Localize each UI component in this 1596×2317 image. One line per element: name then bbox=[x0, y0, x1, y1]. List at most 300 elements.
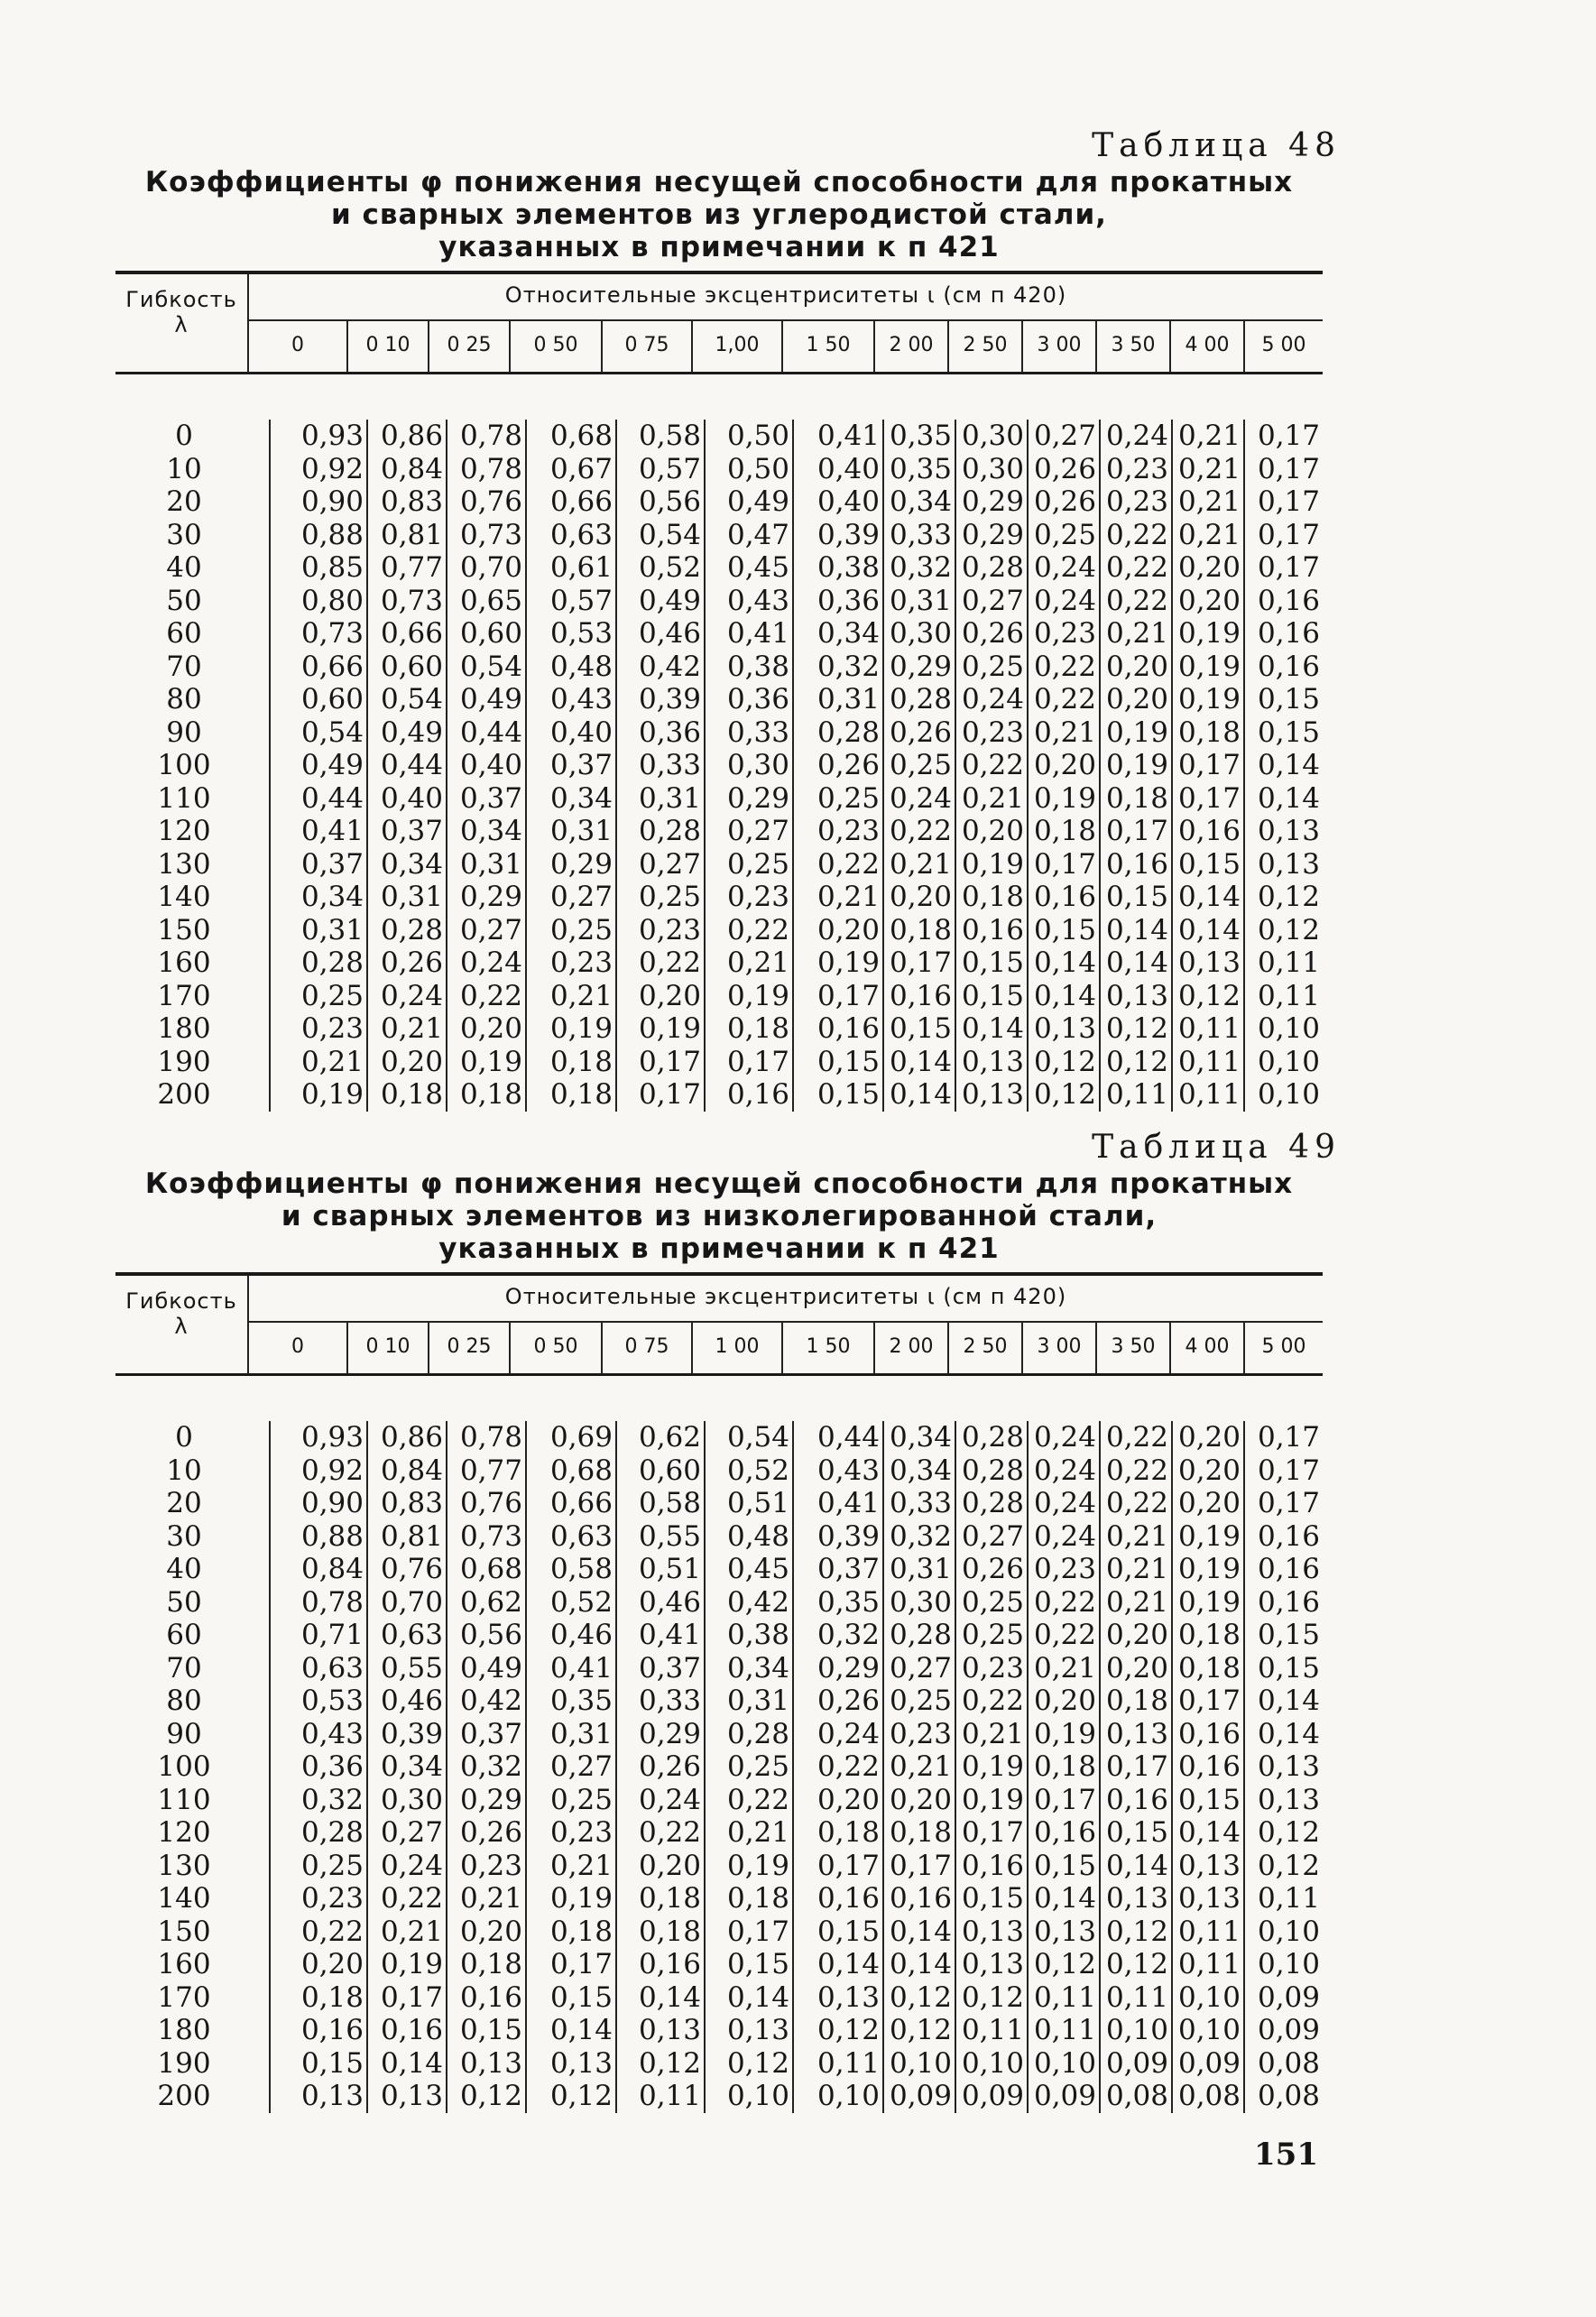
eccentricity-column-header: 0 25 bbox=[429, 321, 511, 372]
coefficient-cell: 0,22 bbox=[300, 1915, 364, 1948]
coefficient-cell: 0,25 bbox=[300, 979, 364, 1012]
coefficient-cell: 0,39 bbox=[380, 1717, 443, 1750]
coefficient-cell: 0,08 bbox=[1257, 2080, 1320, 2112]
coefficient-cell: 0,18 bbox=[889, 1816, 952, 1849]
coefficient-cell: 0,20 bbox=[1105, 1651, 1168, 1685]
coefficient-column bbox=[884, 1421, 956, 2113]
coefficient-cell: 0,13 bbox=[726, 2014, 789, 2046]
coefficient-cell: 0,20 bbox=[1033, 1685, 1096, 1717]
coefficient-cell: 0,15 bbox=[1257, 1651, 1320, 1685]
slenderness-value: 90 bbox=[166, 715, 202, 749]
coefficient-cell: 0,21 bbox=[726, 1816, 789, 1849]
coefficient-cell: 0,86 bbox=[380, 1421, 443, 1454]
coefficient-cell: 0,20 bbox=[380, 1045, 443, 1078]
coefficient-cell: 0,39 bbox=[638, 683, 701, 715]
coefficient-cell: 0,53 bbox=[300, 1685, 364, 1717]
table-header bbox=[115, 1276, 1323, 1376]
coefficient-cell: 0,25 bbox=[300, 1849, 364, 1882]
coefficient-cell: 0,22 bbox=[1033, 1619, 1096, 1651]
coefficient-cell: 0,26 bbox=[889, 715, 952, 749]
coefficient-cell: 0,19 bbox=[1177, 1585, 1241, 1619]
coefficient-cell: 0,49 bbox=[459, 1651, 522, 1685]
coefficient-cell: 0,63 bbox=[549, 1519, 613, 1553]
coefficient-cell: 0,78 bbox=[459, 452, 522, 485]
coefficient-cell: 0,13 bbox=[961, 1948, 1024, 1980]
eccentricity-column-header: 5 00 bbox=[1261, 1335, 1306, 1358]
coefficient-cell: 0,37 bbox=[459, 781, 522, 815]
coefficient-cell: 0,34 bbox=[459, 815, 522, 847]
table-number: Таблица 49 bbox=[1092, 1129, 1341, 1166]
table-number: Таблица 48 bbox=[1092, 127, 1341, 164]
coefficient-cell: 0,15 bbox=[300, 2046, 364, 2080]
coefficient-cell: 0,46 bbox=[380, 1685, 443, 1717]
coefficient-cell: 0,33 bbox=[889, 518, 952, 551]
coefficient-cell: 0,67 bbox=[549, 452, 613, 485]
coefficient-cell: 0,21 bbox=[549, 979, 613, 1012]
coefficient-cell: 0,13 bbox=[638, 2014, 701, 2046]
eccentricity-column-header: 0 50 bbox=[511, 1323, 603, 1373]
coefficient-column bbox=[956, 420, 1029, 1112]
coefficient-cell: 0,42 bbox=[726, 1585, 789, 1619]
coefficient-cell: 0,15 bbox=[549, 1980, 613, 2014]
coefficient-cell: 0,20 bbox=[300, 1948, 364, 1980]
coefficient-cell: 0,27 bbox=[1033, 420, 1096, 452]
coefficient-cell: 0,70 bbox=[459, 551, 522, 584]
coefficient-cell: 0,44 bbox=[816, 1421, 880, 1454]
slenderness-value: 40 bbox=[166, 1553, 202, 1585]
coefficient-cell: 0,12 bbox=[1033, 1948, 1096, 1980]
coefficient-cell: 0,49 bbox=[638, 584, 701, 617]
coefficient-cell: 0,14 bbox=[889, 1078, 952, 1111]
coefficient-cell: 0,09 bbox=[1177, 2046, 1241, 2080]
eccentricity-column-header: 1 50 bbox=[783, 1323, 875, 1373]
coefficient-cell: 0,37 bbox=[638, 1651, 701, 1685]
coefficient-cell: 0,24 bbox=[1033, 551, 1096, 584]
coefficient-cell: 0,21 bbox=[1177, 485, 1241, 518]
coefficient-cell: 0,63 bbox=[300, 1651, 364, 1685]
coefficient-cell: 0,18 bbox=[1033, 815, 1096, 847]
coefficient-cell: 0,58 bbox=[638, 420, 701, 452]
coefficient-cell: 0,11 bbox=[1033, 2014, 1096, 2046]
eccentricity-header bbox=[249, 274, 1323, 372]
coefficient-cell: 0,15 bbox=[1033, 1849, 1096, 1882]
coefficient-cell: 0,78 bbox=[459, 1421, 522, 1454]
slenderness-value: 200 bbox=[157, 2080, 211, 2112]
coefficient-cell: 0,73 bbox=[380, 584, 443, 617]
coefficient-cell: 0,23 bbox=[961, 1651, 1024, 1685]
coefficient-cell: 0,29 bbox=[459, 1783, 522, 1816]
coefficient-cell: 0,17 bbox=[889, 946, 952, 979]
coefficient-cell: 0,21 bbox=[1105, 1585, 1168, 1619]
coefficient-cell: 0,34 bbox=[889, 1421, 952, 1454]
slenderness-value: 140 bbox=[157, 881, 211, 913]
coefficient-cell: 0,58 bbox=[638, 1487, 701, 1519]
table-title-line: и сварных элементов из низколегированной стали, bbox=[281, 1200, 1158, 1232]
coefficient-cell: 0,44 bbox=[459, 715, 522, 749]
coefficient-cell: 0,25 bbox=[549, 1783, 613, 1816]
coefficient-cell: 0,14 bbox=[1257, 749, 1320, 781]
coefficient-cell: 0,30 bbox=[961, 452, 1024, 485]
coefficient-cell: 0,22 bbox=[961, 1685, 1024, 1717]
coefficient-cell: 0,28 bbox=[638, 815, 701, 847]
coefficient-cell: 0,18 bbox=[549, 1045, 613, 1078]
coefficient-cell: 0,11 bbox=[961, 2014, 1024, 2046]
coefficient-cell: 0,17 bbox=[889, 1849, 952, 1882]
slenderness-value: 70 bbox=[166, 1651, 202, 1685]
slenderness-column bbox=[115, 420, 271, 1112]
coefficient-cell: 0,52 bbox=[726, 1454, 789, 1487]
coefficient-cell: 0,12 bbox=[1257, 1849, 1320, 1882]
coefficient-cell: 0,41 bbox=[549, 1651, 613, 1685]
coefficient-cell: 0,84 bbox=[300, 1553, 364, 1585]
coefficient-cell: 0,14 bbox=[889, 1915, 952, 1948]
coefficient-cell: 0,34 bbox=[889, 485, 952, 518]
coefficient-cell: 0,29 bbox=[961, 518, 1024, 551]
coefficient-cell: 0,23 bbox=[638, 913, 701, 946]
coefficient-cell: 0,26 bbox=[1033, 452, 1096, 485]
coefficient-cell: 0,10 bbox=[1257, 1078, 1320, 1111]
coefficient-cell: 0,19 bbox=[1177, 683, 1241, 715]
coefficient-cell: 0,12 bbox=[1105, 1012, 1168, 1045]
eccentricity-column-header: 5 00 bbox=[1261, 334, 1306, 356]
coefficient-cell: 0,90 bbox=[300, 1487, 364, 1519]
coefficient-cell: 0,14 bbox=[380, 2046, 443, 2080]
coefficient-cell: 0,14 bbox=[1177, 1816, 1241, 1849]
coefficient-cell: 0,21 bbox=[300, 1045, 364, 1078]
coefficient-cell: 0,17 bbox=[1257, 551, 1320, 584]
coefficient-cell: 0,26 bbox=[380, 946, 443, 979]
coefficient-cell: 0,93 bbox=[300, 1421, 364, 1454]
eccentricity-column-header: 0 50 bbox=[511, 321, 603, 372]
slenderness-value: 140 bbox=[157, 1882, 211, 1915]
slenderness-value: 10 bbox=[166, 452, 202, 485]
coefficient-cell: 0,11 bbox=[1105, 1078, 1168, 1111]
slenderness-value: 30 bbox=[166, 1519, 202, 1553]
coefficient-cell: 0,09 bbox=[1257, 1980, 1320, 2014]
coefficient-cell: 0,30 bbox=[380, 1783, 443, 1816]
coefficient-cell: 0,54 bbox=[726, 1421, 789, 1454]
coefficient-cell: 0,22 bbox=[1033, 650, 1096, 683]
coefficient-cell: 0,16 bbox=[961, 1849, 1024, 1882]
coefficient-cell: 0,19 bbox=[1033, 1717, 1096, 1750]
eccentricity-column-header: 2 50 bbox=[949, 321, 1023, 372]
coefficient-cell: 0,13 bbox=[1177, 946, 1241, 979]
coefficient-cell: 0,47 bbox=[726, 518, 789, 551]
coefficient-cell: 0,37 bbox=[380, 815, 443, 847]
eccentricity-column-header: 4 00 bbox=[1171, 321, 1245, 372]
coefficient-cell: 0,29 bbox=[816, 1651, 880, 1685]
coefficient-cell: 0,18 bbox=[1177, 1619, 1241, 1651]
coefficient-cell: 0,16 bbox=[816, 1012, 880, 1045]
lambda-symbol: λ bbox=[174, 312, 189, 337]
coefficient-cell: 0,11 bbox=[638, 2080, 701, 2112]
coefficient-cell: 0,10 bbox=[889, 2046, 952, 2080]
slenderness-value: 80 bbox=[166, 1685, 202, 1717]
coefficient-cell: 0,11 bbox=[1177, 1915, 1241, 1948]
coefficient-cell: 0,54 bbox=[638, 518, 701, 551]
coefficient-cell: 0,14 bbox=[1105, 913, 1168, 946]
coefficient-cell: 0,49 bbox=[300, 749, 364, 781]
coefficient-cell: 0,16 bbox=[1257, 1585, 1320, 1619]
coefficient-column bbox=[617, 1421, 706, 2113]
coefficient-cell: 0,12 bbox=[1033, 1078, 1096, 1111]
coefficient-cell: 0,51 bbox=[726, 1487, 789, 1519]
slenderness-value: 100 bbox=[157, 1750, 211, 1783]
coefficient-cell: 0,10 bbox=[816, 2080, 880, 2112]
coefficient-cell: 0,17 bbox=[1177, 781, 1241, 815]
coefficient-cell: 0,28 bbox=[726, 1717, 789, 1750]
coefficient-cell: 0,17 bbox=[1177, 1685, 1241, 1717]
coefficient-column bbox=[271, 1421, 368, 2113]
coefficient-cell: 0,19 bbox=[961, 1783, 1024, 1816]
coefficient-cell: 0,12 bbox=[816, 2014, 880, 2046]
coefficient-cell: 0,31 bbox=[638, 781, 701, 815]
coefficient-cell: 0,28 bbox=[961, 1487, 1024, 1519]
coefficient-cell: 0,54 bbox=[459, 650, 522, 683]
coefficient-cell: 0,77 bbox=[380, 551, 443, 584]
coefficient-column bbox=[1245, 1421, 1323, 2113]
coefficient-cell: 0,60 bbox=[300, 683, 364, 715]
coefficient-cell: 0,20 bbox=[816, 1783, 880, 1816]
coefficient-cell: 0,54 bbox=[380, 683, 443, 715]
coefficient-cell: 0,14 bbox=[1105, 946, 1168, 979]
coefficient-cell: 0,29 bbox=[961, 485, 1024, 518]
coefficient-cell: 0,16 bbox=[1177, 1750, 1241, 1783]
coefficient-cell: 0,19 bbox=[1105, 715, 1168, 749]
coefficient-cell: 0,20 bbox=[889, 881, 952, 913]
coefficient-cell: 0,13 bbox=[961, 1045, 1024, 1078]
coefficient-cell: 0,21 bbox=[380, 1012, 443, 1045]
eccentricity-columns bbox=[249, 321, 1323, 372]
coefficient-cell: 0,11 bbox=[1257, 946, 1320, 979]
coefficient-cell: 0,20 bbox=[459, 1012, 522, 1045]
slenderness-label: Гибкость bbox=[125, 287, 237, 312]
coefficient-cell: 0,10 bbox=[1257, 1045, 1320, 1078]
coefficient-cell: 0,16 bbox=[1257, 1519, 1320, 1553]
coefficient-cell: 0,19 bbox=[816, 946, 880, 979]
coefficient-cell: 0,21 bbox=[1177, 452, 1241, 485]
coefficient-cell: 0,16 bbox=[889, 1882, 952, 1915]
coefficient-cell: 0,84 bbox=[380, 452, 443, 485]
coefficient-cell: 0,22 bbox=[1105, 584, 1168, 617]
coefficient-cell: 0,17 bbox=[1257, 518, 1320, 551]
eccentricity-column-header: 0 bbox=[249, 321, 348, 372]
coefficient-cell: 0,32 bbox=[889, 1519, 952, 1553]
coefficient-cell: 0,37 bbox=[816, 1553, 880, 1585]
coefficient-cell: 0,31 bbox=[889, 1553, 952, 1585]
coefficient-cell: 0,10 bbox=[1257, 1012, 1320, 1045]
coefficient-cell: 0,20 bbox=[638, 1849, 701, 1882]
coefficient-cell: 0,31 bbox=[549, 1717, 613, 1750]
coefficient-cell: 0,56 bbox=[459, 1619, 522, 1651]
coefficient-column bbox=[794, 420, 884, 1112]
coefficient-cell: 0,15 bbox=[961, 1882, 1024, 1915]
coefficient-cell: 0,17 bbox=[1033, 1783, 1096, 1816]
coefficient-cell: 0,27 bbox=[549, 1750, 613, 1783]
coefficient-cell: 0,18 bbox=[459, 1948, 522, 1980]
coefficient-cell: 0,34 bbox=[380, 847, 443, 881]
coefficient-cell: 0,12 bbox=[459, 2080, 522, 2112]
coefficient-cell: 0,21 bbox=[726, 946, 789, 979]
coefficient-column bbox=[1245, 420, 1323, 1112]
coefficient-column bbox=[884, 420, 956, 1112]
coefficient-cell: 0,28 bbox=[816, 715, 880, 749]
coefficient-cell: 0,55 bbox=[638, 1519, 701, 1553]
coefficient-cell: 0,12 bbox=[638, 2046, 701, 2080]
coefficient-cell: 0,32 bbox=[816, 1619, 880, 1651]
coefficient-cell: 0,42 bbox=[459, 1685, 522, 1717]
coefficient-cell: 0,49 bbox=[459, 683, 522, 715]
coefficient-cell: 0,56 bbox=[638, 485, 701, 518]
coefficient-cell: 0,18 bbox=[638, 1882, 701, 1915]
eccentricity-column-header: 0 75 bbox=[603, 1323, 693, 1373]
slenderness-value: 50 bbox=[166, 1585, 202, 1619]
coefficient-cell: 0,27 bbox=[549, 881, 613, 913]
coefficient-cell: 0,43 bbox=[726, 584, 789, 617]
coefficient-cell: 0,22 bbox=[889, 815, 952, 847]
coefficient-cell: 0,35 bbox=[889, 452, 952, 485]
coefficient-cell: 0,34 bbox=[300, 881, 364, 913]
coefficient-cell: 0,13 bbox=[1033, 1915, 1096, 1948]
coefficient-column bbox=[1101, 1421, 1173, 2113]
coefficient-cell: 0,21 bbox=[816, 881, 880, 913]
coefficient-cell: 0,83 bbox=[380, 1487, 443, 1519]
slenderness-value: 150 bbox=[157, 913, 211, 946]
coefficient-cell: 0,45 bbox=[726, 551, 789, 584]
coefficient-cell: 0,23 bbox=[1105, 485, 1168, 518]
coefficient-cell: 0,14 bbox=[961, 1012, 1024, 1045]
coefficient-cell: 0,10 bbox=[726, 2080, 789, 2112]
coefficient-cell: 0,16 bbox=[459, 1980, 522, 2014]
eccentricity-column-header: 4 00 bbox=[1171, 1323, 1245, 1373]
coefficient-cell: 0,18 bbox=[1177, 715, 1241, 749]
coefficient-cell: 0,24 bbox=[1033, 1487, 1096, 1519]
coefficient-cell: 0,21 bbox=[889, 1750, 952, 1783]
coefficient-cell: 0,76 bbox=[459, 1487, 522, 1519]
coefficient-cell: 0,40 bbox=[816, 452, 880, 485]
coefficient-cell: 0,29 bbox=[726, 781, 789, 815]
coefficient-cell: 0,20 bbox=[889, 1783, 952, 1816]
coefficient-cell: 0,35 bbox=[549, 1685, 613, 1717]
coefficient-cell: 0,33 bbox=[889, 1487, 952, 1519]
eccentricity-column-header: 2 00 bbox=[875, 1323, 949, 1373]
coefficient-cell: 0,20 bbox=[1105, 650, 1168, 683]
coefficient-cell: 0,41 bbox=[816, 420, 880, 452]
coefficient-cell: 0,14 bbox=[1257, 1685, 1320, 1717]
coefficient-cell: 0,16 bbox=[726, 1078, 789, 1111]
coefficient-cell: 0,18 bbox=[459, 1078, 522, 1111]
coefficient-cell: 0,23 bbox=[1033, 1553, 1096, 1585]
slenderness-value: 30 bbox=[166, 518, 202, 551]
coefficient-cell: 0,25 bbox=[638, 881, 701, 913]
eccentricity-column-header: 1 00 bbox=[693, 1323, 783, 1373]
coefficient-cell: 0,46 bbox=[549, 1619, 613, 1651]
coefficient-cell: 0,32 bbox=[816, 650, 880, 683]
coefficient-cell: 0,24 bbox=[1033, 1421, 1096, 1454]
coefficient-cell: 0,63 bbox=[380, 1619, 443, 1651]
coefficient-cell: 0,73 bbox=[459, 518, 522, 551]
coefficient-cell: 0,15 bbox=[1257, 1619, 1320, 1651]
coefficient-cell: 0,20 bbox=[1105, 1619, 1168, 1651]
coefficient-cell: 0,13 bbox=[1257, 847, 1320, 881]
coefficient-cell: 0,16 bbox=[1257, 650, 1320, 683]
coefficient-cell: 0,34 bbox=[549, 781, 613, 815]
coefficient-cell: 0,13 bbox=[459, 2046, 522, 2080]
coefficient-cell: 0,27 bbox=[889, 1651, 952, 1685]
coefficient-cell: 0,16 bbox=[1177, 815, 1241, 847]
coefficient-cell: 0,10 bbox=[1105, 2014, 1168, 2046]
coefficient-cell: 0,85 bbox=[300, 551, 364, 584]
coefficient-cell: 0,32 bbox=[889, 551, 952, 584]
eccentricity-column-header: 0 25 bbox=[429, 1323, 511, 1373]
coefficient-cell: 0,92 bbox=[300, 1454, 364, 1487]
coefficient-column bbox=[706, 1421, 794, 2113]
coefficient-cell: 0,22 bbox=[1033, 1585, 1096, 1619]
coefficient-cell: 0,10 bbox=[1257, 1948, 1320, 1980]
coefficient-cell: 0,10 bbox=[961, 2046, 1024, 2080]
coefficient-cell: 0,42 bbox=[638, 650, 701, 683]
coefficient-cell: 0,22 bbox=[816, 847, 880, 881]
coefficient-cell: 0,63 bbox=[549, 518, 613, 551]
slenderness-value: 160 bbox=[157, 946, 211, 979]
coefficient-cell: 0,57 bbox=[549, 584, 613, 617]
coefficient-cell: 0,16 bbox=[816, 1882, 880, 1915]
coefficient-cell: 0,17 bbox=[1257, 420, 1320, 452]
coefficient-cell: 0,28 bbox=[961, 551, 1024, 584]
coefficient-cell: 0,17 bbox=[1257, 485, 1320, 518]
coefficient-cell: 0,19 bbox=[549, 1882, 613, 1915]
coefficient-column bbox=[617, 420, 706, 1112]
coefficient-column bbox=[447, 1421, 527, 2113]
coefficient-cell: 0,11 bbox=[1257, 979, 1320, 1012]
coefficient-cell: 0,12 bbox=[1177, 979, 1241, 1012]
coefficient-cell: 0,61 bbox=[549, 551, 613, 584]
coefficient-cell: 0,34 bbox=[889, 1454, 952, 1487]
coefficient-cell: 0,43 bbox=[549, 683, 613, 715]
slenderness-header bbox=[115, 274, 249, 372]
coefficient-cell: 0,17 bbox=[726, 1915, 789, 1948]
coefficient-cell: 0,19 bbox=[1105, 749, 1168, 781]
slenderness-value: 160 bbox=[157, 1948, 211, 1980]
coefficient-cell: 0,15 bbox=[816, 1045, 880, 1078]
eccentricity-span-header: Относительные эксцентриситеты ι (см п 420) bbox=[249, 274, 1323, 321]
coefficient-cell: 0,18 bbox=[816, 1816, 880, 1849]
coefficient-cell: 0,23 bbox=[459, 1849, 522, 1882]
coefficient-cell: 0,17 bbox=[1257, 1454, 1320, 1487]
coefficient-cell: 0,17 bbox=[961, 1816, 1024, 1849]
coefficient-cell: 0,09 bbox=[889, 2080, 952, 2112]
coefficient-cell: 0,16 bbox=[889, 979, 952, 1012]
table-title-line: указанных в примечании к п 421 bbox=[438, 231, 1000, 263]
coefficient-cell: 0,25 bbox=[726, 847, 789, 881]
slenderness-value: 170 bbox=[157, 1980, 211, 2014]
coefficient-cell: 0,15 bbox=[816, 1915, 880, 1948]
coefficient-cell: 0,29 bbox=[549, 847, 613, 881]
coefficient-cell: 0,39 bbox=[816, 1519, 880, 1553]
coefficient-cell: 0,30 bbox=[726, 749, 789, 781]
coefficient-cell: 0,31 bbox=[816, 683, 880, 715]
coefficient-cell: 0,14 bbox=[1033, 946, 1096, 979]
coefficient-cell: 0,31 bbox=[726, 1685, 789, 1717]
coefficient-cell: 0,69 bbox=[549, 1421, 613, 1454]
slenderness-value: 190 bbox=[157, 1045, 211, 1078]
coefficient-cell: 0,27 bbox=[726, 815, 789, 847]
coefficient-cell: 0,23 bbox=[300, 1012, 364, 1045]
eccentricity-column-header: 0 bbox=[249, 1323, 348, 1373]
coefficient-cell: 0,19 bbox=[1177, 617, 1241, 650]
coefficient-cell: 0,10 bbox=[1177, 2014, 1241, 2046]
coefficient-cell: 0,13 bbox=[1257, 1783, 1320, 1816]
